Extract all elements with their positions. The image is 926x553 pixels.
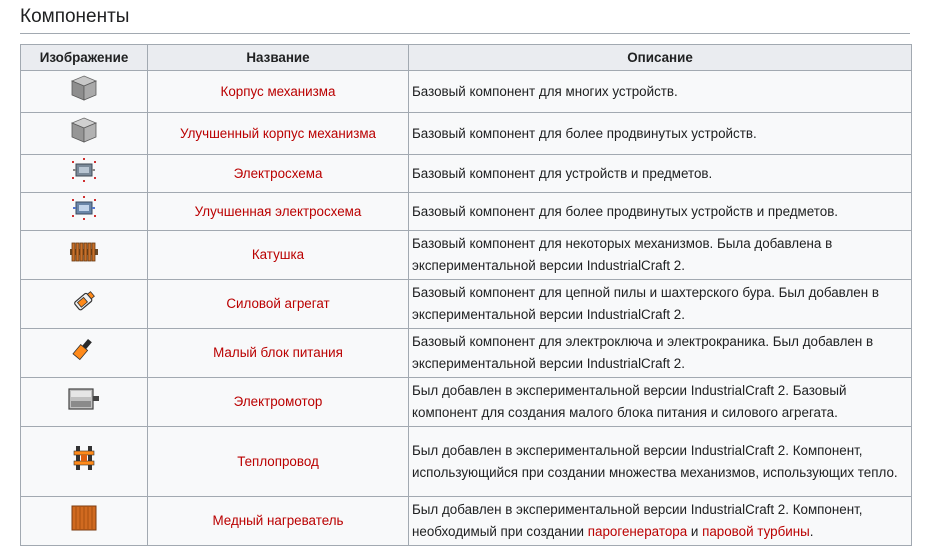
- steam-generator-link[interactable]: парогенератора: [587, 524, 688, 539]
- table-row: [21, 378, 912, 427]
- row-image-cell: [21, 71, 148, 113]
- heat-conductor-link[interactable]: Теплопровод: [237, 453, 319, 469]
- table-row: [21, 71, 912, 113]
- row-description: Базовый компонент для более продвинутых устройств.: [409, 113, 912, 155]
- power-unit-icon[interactable]: [70, 287, 98, 322]
- electric-motor-icon[interactable]: [66, 386, 102, 419]
- row-image-cell: [21, 231, 148, 280]
- row-image-cell: [21, 378, 148, 427]
- row-image-cell: [21, 193, 148, 231]
- advanced-machine-casing-icon[interactable]: [69, 115, 99, 152]
- advanced-machine-casing-link[interactable]: Улучшенный корпус механизма: [179, 125, 377, 141]
- table-row: [21, 193, 912, 231]
- small-power-unit-icon[interactable]: [70, 336, 98, 371]
- header-name: Название: [148, 45, 409, 71]
- row-name-cell: [148, 427, 409, 497]
- components-table: [20, 44, 912, 546]
- row-name-cell: [148, 113, 409, 155]
- small-power-unit-link[interactable]: Малый блок питания: [213, 345, 343, 360]
- coil-icon[interactable]: [68, 240, 100, 271]
- row-image-cell: [21, 280, 148, 329]
- row-description: Базовый компонент для электроключа и электрокраника. Был добавлен в экспериментальной версии IndustrialCraft 2.: [409, 329, 912, 378]
- table-row: [21, 155, 912, 193]
- row-image-cell: [21, 427, 148, 497]
- row-description: Базовый компонент для некоторых механизмов. Была добавлена в экспериментальной версии IndustrialCraft 2.: [409, 231, 912, 280]
- header-description: Описание: [409, 45, 912, 71]
- row-name-cell: [148, 280, 409, 329]
- advanced-circuit-link[interactable]: Улучшенная электросхема: [194, 203, 362, 219]
- row-description: Был добавлен в экспериментальной версии IndustrialCraft 2. Базовый компонент для создания малого блока питания и силового агрегата.: [409, 378, 912, 427]
- table-row: [21, 427, 912, 497]
- electric-motor-link[interactable]: Электромотор: [233, 394, 323, 409]
- row-image-cell: [21, 155, 148, 193]
- row-description: Базовый компонент для устройств и предметов.: [409, 155, 912, 193]
- header-image: Изображение: [21, 45, 148, 71]
- table-row: [21, 231, 912, 280]
- machine-casing-icon[interactable]: [69, 73, 99, 110]
- section-title: Компоненты: [20, 3, 910, 34]
- row-image-cell: [21, 113, 148, 155]
- coil-link[interactable]: Катушка: [251, 247, 305, 262]
- copper-heater-link[interactable]: Медный нагреватель: [212, 513, 344, 528]
- electronic-circuit-icon[interactable]: [69, 157, 99, 190]
- table-row: [21, 113, 912, 155]
- table-row: [21, 280, 912, 329]
- row-name-cell: [148, 231, 409, 280]
- power-unit-link[interactable]: Силовой агрегат: [226, 296, 330, 311]
- description-text: .: [809, 524, 814, 539]
- table-row: [21, 497, 912, 546]
- row-image-cell: [21, 497, 148, 546]
- heat-conductor-icon[interactable]: [70, 443, 98, 480]
- steam-turbine-link[interactable]: паровой турбины: [702, 524, 810, 539]
- advanced-circuit-icon[interactable]: [69, 195, 99, 228]
- row-name-cell: [148, 329, 409, 378]
- row-name-cell: [148, 155, 409, 193]
- row-image-cell: [21, 329, 148, 378]
- row-name-cell: [148, 497, 409, 546]
- table-row: [21, 329, 912, 378]
- row-description: Был добавлен в экспериментальной версии IndustrialCraft 2. Компонент, использующийся при создании множества механизмов, использующих тепло.: [409, 427, 912, 497]
- row-name-cell: [148, 193, 409, 231]
- row-name-cell: [148, 378, 409, 427]
- row-description: [409, 497, 912, 546]
- machine-casing-link[interactable]: Корпус механизма: [220, 83, 336, 99]
- electronic-circuit-link[interactable]: Электросхема: [233, 165, 323, 181]
- description-text: и: [687, 524, 703, 539]
- row-description: Базовый компонент для цепной пилы и шахтерского бура. Был добавлен в экспериментальной версии IndustrialCraft 2.: [409, 280, 912, 329]
- table-header-row: [21, 45, 912, 71]
- row-name-cell: [148, 71, 409, 113]
- row-description: Базовый компонент для более продвинутых устройств и предметов.: [409, 193, 912, 231]
- description-text: Был добавлен в экспериментальной версии IndustrialCraft 2. Компонент, необходимый при создании: [412, 502, 863, 539]
- row-description: Базовый компонент для многих устройств.: [409, 71, 912, 113]
- copper-heater-icon[interactable]: [69, 503, 99, 540]
